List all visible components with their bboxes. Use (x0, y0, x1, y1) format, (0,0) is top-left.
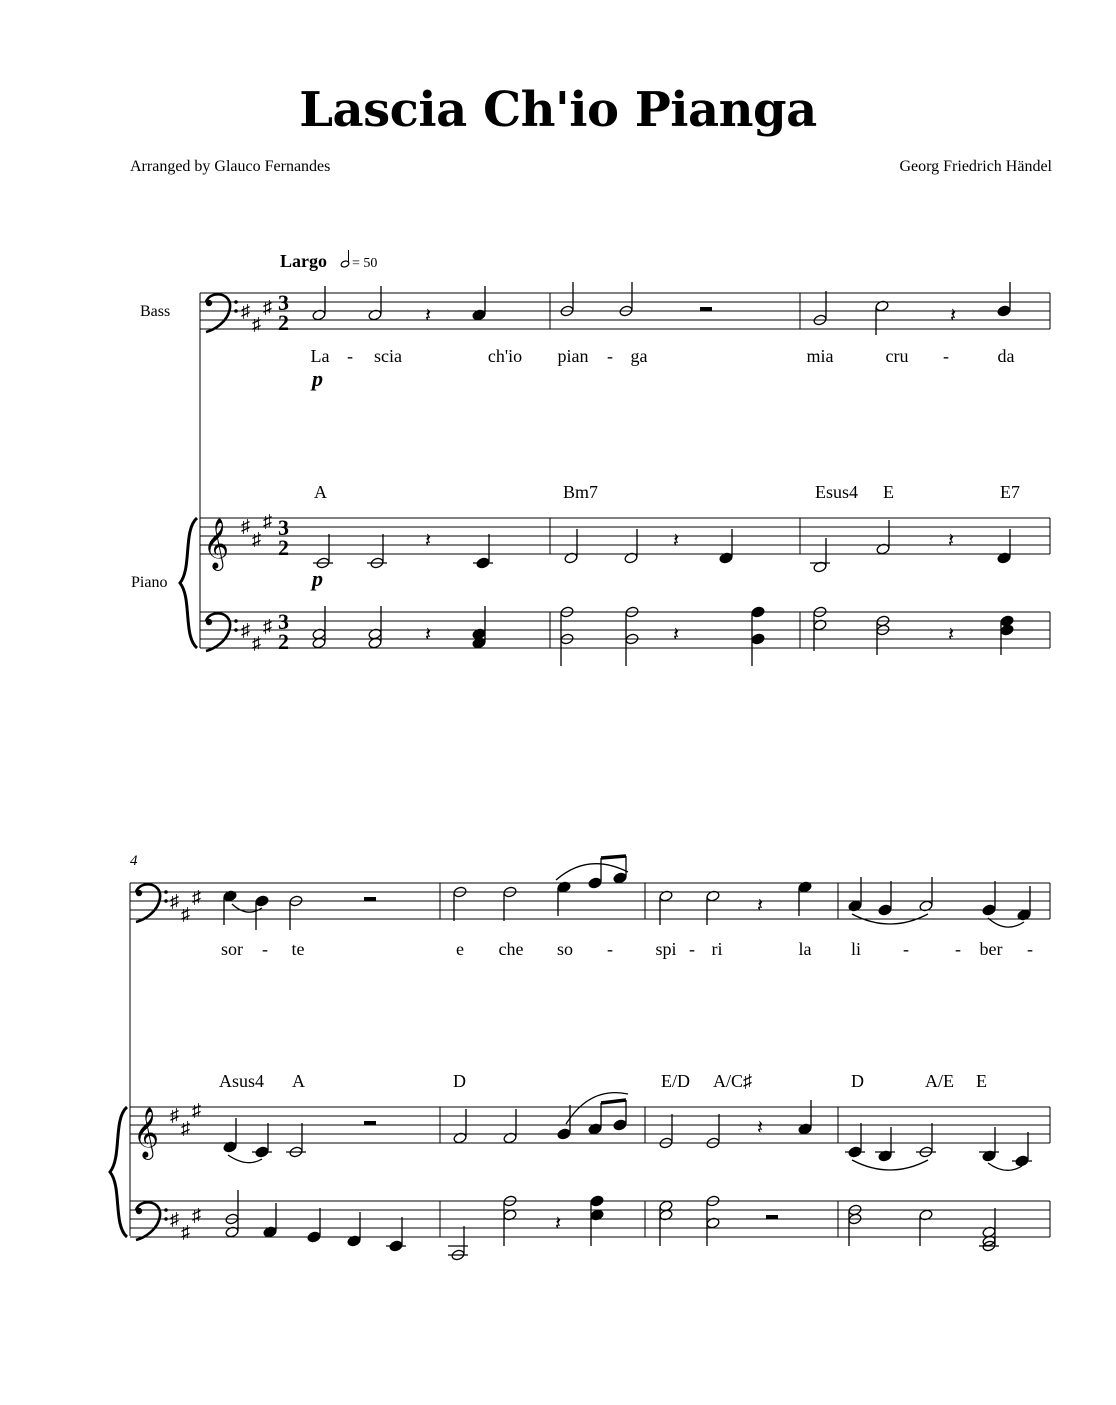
svg-text:♯: ♯ (170, 1209, 179, 1229)
chord-symbol: D (453, 1071, 466, 1091)
bass-voice-staff (130, 883, 1050, 1236)
lyric-syllable: da (997, 346, 1015, 366)
chord-symbol: E/D (661, 1071, 690, 1091)
svg-text:𝄽: 𝄽 (555, 1213, 562, 1235)
svg-text:♯: ♯ (170, 1105, 179, 1125)
svg-text:𝄽: 𝄽 (757, 1117, 764, 1139)
lyrics-system-2 (221, 939, 1033, 959)
key-signature-sharps (170, 1100, 201, 1138)
lyric-syllable: ga (630, 346, 648, 366)
lyric-syllable: li (850, 939, 862, 959)
measure-number: 4 (130, 853, 138, 869)
time-signature (278, 515, 289, 560)
svg-text:3: 3 (278, 609, 289, 634)
svg-text:♯: ♯ (241, 301, 250, 321)
piano-treble-staff (200, 518, 1050, 554)
svg-text:𝄽: 𝄽 (425, 530, 432, 552)
bass-clef-icon (136, 884, 168, 922)
lyric-hyphen: - (262, 939, 268, 959)
score-title: Lascia Ch'io Pianga (299, 82, 817, 138)
piano-brace (180, 518, 197, 648)
svg-text:2: 2 (278, 310, 289, 335)
chord-symbol: Bm7 (563, 482, 599, 502)
lyric-hyphen: - (943, 346, 949, 366)
key-signature-sharps (170, 887, 201, 924)
voice-notes-system-1 (312, 282, 1011, 335)
svg-text:♯: ♯ (181, 1118, 190, 1138)
time-signature (278, 290, 289, 335)
chord-symbols-system-1 (314, 482, 1020, 502)
chord-symbol: Asus4 (219, 1071, 265, 1091)
lyric-hyphen: - (1027, 939, 1033, 959)
svg-text:𝄽: 𝄽 (425, 624, 432, 646)
lyric-hyphen: - (347, 346, 353, 366)
bass-clef-icon (206, 613, 238, 651)
svg-text:♯: ♯ (192, 1205, 201, 1225)
svg-text:♯: ♯ (263, 297, 272, 317)
piano-bass-staff (200, 612, 1050, 648)
lyric-hyphen: - (903, 939, 909, 959)
key-signature-sharps (241, 511, 272, 549)
svg-text:𝄽: 𝄽 (673, 530, 680, 552)
key-signature-sharps (170, 1205, 201, 1242)
chord-symbol: A/E (925, 1071, 954, 1091)
svg-text:♯: ♯ (241, 516, 250, 536)
svg-text:2: 2 (278, 629, 289, 654)
chord-symbols-system-2 (219, 1071, 987, 1091)
time-signature (278, 609, 289, 654)
piano-treble-notes-system-2 (223, 1093, 1032, 1171)
lyrics-system-1 (311, 346, 1015, 366)
lyric-syllable: pian (557, 346, 589, 366)
lyric-hyphen: - (607, 939, 613, 959)
dynamic-marking: p (312, 566, 323, 591)
svg-text:♯: ♯ (170, 891, 179, 911)
lyric-syllable: mia (806, 346, 834, 366)
chord-symbol: E7 (1000, 482, 1020, 502)
svg-text:♯: ♯ (192, 1100, 201, 1120)
lyric-syllable: so (556, 939, 574, 959)
lyric-hyphen: - (689, 939, 695, 959)
dynamic-marking: p (312, 366, 323, 391)
lyric-syllable: La (310, 346, 330, 366)
svg-text:𝄽: 𝄽 (673, 624, 680, 646)
lyric-syllable: che (498, 939, 524, 959)
svg-text:♯: ♯ (252, 314, 261, 334)
piano-label: Piano (131, 574, 168, 591)
lyric-hyphen: - (955, 939, 961, 959)
svg-text:𝄽: 𝄽 (425, 305, 432, 327)
svg-text:♯: ♯ (181, 1222, 190, 1242)
lyric-syllable: spi (655, 939, 677, 959)
svg-text:2: 2 (278, 535, 289, 560)
svg-text:♯: ♯ (192, 887, 201, 907)
treble-clef-icon: 𝄞 (203, 519, 230, 568)
svg-text:3: 3 (278, 515, 289, 540)
bass-voice-staff (200, 293, 1050, 329)
chord-symbol: D (851, 1071, 864, 1091)
lyric-syllable: sor (221, 939, 243, 959)
chord-symbol: E (976, 1071, 987, 1091)
treble-clef-icon: 𝄞 (133, 1108, 160, 1157)
tempo-value: = 50 (352, 256, 378, 271)
chord-symbol: A (314, 482, 327, 502)
lyric-syllable: scia (374, 346, 402, 366)
lyric-syllable: ber (979, 939, 1003, 959)
composer-credit: Georg Friedrich Händel (899, 158, 1052, 175)
half-note-icon (340, 250, 349, 268)
lyric-syllable: cru (885, 346, 909, 366)
lyric-syllable: ch'io (487, 346, 523, 366)
piano-brace (110, 1107, 127, 1237)
svg-text:♯: ♯ (241, 620, 250, 640)
arranger-credit: Arranged by Glauco Fernandes (130, 158, 331, 175)
svg-text:𝄽: 𝄽 (948, 530, 955, 552)
chord-symbol: Esus4 (815, 482, 859, 502)
piano-treble-notes-system-1 (313, 520, 1011, 573)
piano-bass-notes-system-1 (312, 606, 1014, 666)
lyric-syllable: la (798, 939, 812, 959)
chord-symbol: A (292, 1071, 305, 1091)
lyric-syllable: e (456, 939, 464, 959)
tempo-text: Largo (280, 251, 327, 271)
svg-text:𝄽: 𝄽 (757, 895, 764, 917)
chord-symbol: E (883, 482, 894, 502)
svg-text:♯: ♯ (263, 511, 272, 531)
svg-text:♯: ♯ (252, 633, 261, 653)
lyric-syllable: ri (711, 939, 723, 959)
svg-text:♯: ♯ (181, 904, 190, 924)
svg-text:𝄽: 𝄽 (948, 624, 955, 646)
svg-text:♯: ♯ (263, 616, 272, 636)
key-signature-sharps (241, 616, 272, 653)
bass-clef-icon (136, 1202, 168, 1240)
key-signature-sharps (241, 297, 272, 334)
bass-clef-icon (206, 294, 238, 332)
lyric-hyphen: - (607, 346, 613, 366)
svg-text:𝄽: 𝄽 (950, 305, 957, 327)
chord-symbol: A/C♯ (713, 1071, 753, 1091)
svg-text:♯: ♯ (252, 529, 261, 549)
lyric-syllable: te (291, 939, 305, 959)
voice-label: Bass (140, 303, 171, 320)
svg-text:3: 3 (278, 290, 289, 315)
